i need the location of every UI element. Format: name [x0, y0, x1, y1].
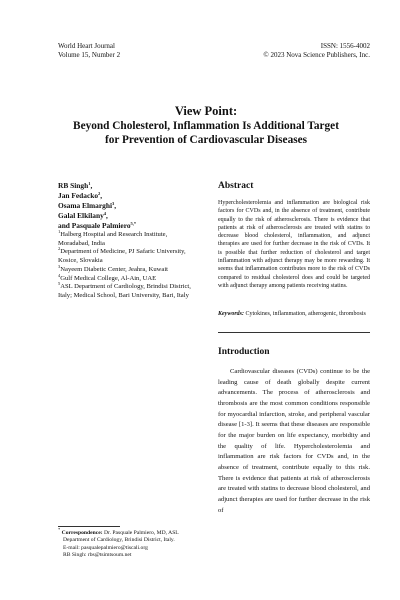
title-line-1: View Point:	[174, 104, 238, 118]
article-title	[40, 104, 372, 147]
introduction-text: Cardiovascular diseases (CVDs) continue to be the leading cause of death globally despite current advancements. The process of atherosclerosis and thrombosis are the most common conditions responsible for myocardial infarction, stroke, and peripheral vascular disease [1-3]. It seems that these diseases are responsible for the major burden on life expectancy, morbidity and the quality of life. Hypercholesterolemia and inflammation are risk factors for CVDs and, in the absence of treatment, contribute equally to this risk. There is evidence that patients at risk of atherosclerosis are treated with statins to decrease blood cholesterol, and adjunct therapies are used for further decrease in the risk of	[218, 368, 370, 514]
keywords-list: Cytokines, inflammation, atherogenic, thrombosis	[245, 311, 366, 317]
journal-header-left	[58, 42, 120, 60]
affiliation: $^3$Nayeem Diabetic Center, Jeahra, Kuwait	[58, 263, 169, 273]
footnote-line-1: Dr. Pasquale Palmiero, MD, ASL	[103, 530, 179, 536]
journal-volume: Volume 15, Number 2	[58, 51, 121, 59]
affiliation: $^5$ASL Department of Cardiology, Brindisi District, Italy; Medical School, Bari University, Bari, Italy	[58, 281, 191, 299]
author: Galal Elkilany$^4$,	[58, 211, 108, 220]
author: and Pasquale Palmiero$^{5,*}$	[58, 221, 137, 230]
footnote-email: E-mail: pasqualepalmiero@tiscali.org	[63, 544, 148, 551]
section-divider	[218, 332, 370, 333]
footnote-line-2: Department of Cardiology, Brindisi District, Italy.	[63, 537, 175, 544]
affiliation: $^4$Gulf Medical College, Al-Ain, UAE	[58, 272, 157, 282]
correspondence-footnote	[58, 527, 208, 560]
affiliation: $^2$Department of Medicine, PJ Safaric University, Kosice, Slovakia	[58, 246, 186, 265]
title-line-2: Beyond Cholesterol, Inflammation Is Additional Target	[73, 120, 339, 132]
author: Jan Fedacko$^2$,	[58, 191, 103, 200]
keywords-label: Keywords:	[218, 311, 244, 317]
journal-name: World Heart Journal	[58, 42, 115, 50]
keywords	[218, 310, 370, 318]
author-block	[58, 181, 198, 301]
author: Osama Elmarghi$^3$,	[58, 201, 117, 210]
footnote-divider	[58, 526, 120, 527]
introduction-heading: Introduction	[218, 347, 270, 357]
issn: ISSN: 1556-4002	[320, 42, 370, 50]
title-line-3: for Prevention of Cardiovascular Diseases	[104, 134, 308, 146]
affiliation: $^1$Halberg Hospital and Research Institute, Moradabad, India	[58, 229, 168, 247]
footnote-label: Correspondence:	[61, 530, 103, 536]
abstract-text: Hypercholesterolemia and inflammation are biological risk factors for CVDs and, in the absence of treatment, contribute equally to the risk of atherosclerosis. There is evidence that patients at risk of atherosclerosis are treated with statins to decrease blood cholesterol, inflammation, and adjunct therapies are used for further decrease in the risk of CVDs. It is possible that further reduction of cholesterol and target inflammation with adjunct therapy may be more rewarding. It seems that inflammation contributes more to the risk of CVDs compared to residual cholesterol does and could be targeted with adjunct therapy among patients receiving statins.	[218, 200, 370, 289]
copyright: © 2023 Nova Science Publishers, Inc.	[263, 51, 370, 59]
author: RB Singh$^1$,	[58, 181, 93, 190]
journal-header-right	[263, 42, 370, 60]
abstract-heading: Abstract	[218, 181, 254, 191]
footnote-line-4: RB Singh: rbs@tsimtsoum.net	[63, 552, 132, 559]
footnote-marker: *	[58, 527, 61, 532]
